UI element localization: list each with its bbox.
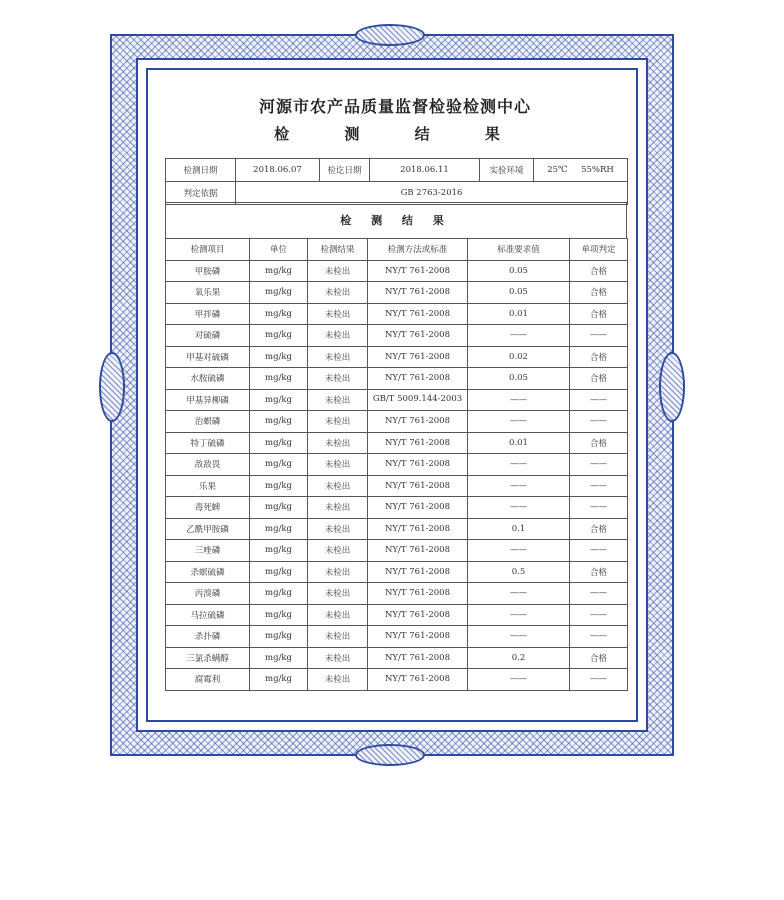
method-cell: NY/T 761-2008 bbox=[368, 497, 468, 519]
unit-cell: mg/kg bbox=[250, 368, 308, 390]
verdict-cell: —— bbox=[570, 540, 628, 562]
result-cell: 未检出 bbox=[308, 411, 368, 433]
method-cell: NY/T 761-2008 bbox=[368, 282, 468, 304]
method-cell: NY/T 761-2008 bbox=[368, 411, 468, 433]
result-cell: 未检出 bbox=[308, 518, 368, 540]
basis-label: 判定依据 bbox=[166, 182, 236, 205]
unit-cell: mg/kg bbox=[250, 282, 308, 304]
method-cell: NY/T 761-2008 bbox=[368, 303, 468, 325]
item-cell: 甲基异柳磷 bbox=[166, 389, 250, 411]
result-cell: 未检出 bbox=[308, 475, 368, 497]
test-date-value: 2018.06.07 bbox=[236, 159, 320, 182]
table-row bbox=[166, 346, 628, 368]
table-row bbox=[166, 282, 628, 304]
result-cell: 未检出 bbox=[308, 540, 368, 562]
results-header-row bbox=[166, 239, 628, 261]
result-cell: 未检出 bbox=[308, 346, 368, 368]
result-cell: 未检出 bbox=[308, 454, 368, 476]
unit-cell: mg/kg bbox=[250, 432, 308, 454]
limit-cell: —— bbox=[468, 540, 570, 562]
table-row bbox=[166, 389, 628, 411]
result-cell: 未检出 bbox=[308, 303, 368, 325]
limit-cell: —— bbox=[468, 626, 570, 648]
verdict-cell: 合格 bbox=[570, 647, 628, 669]
verdict-cell: —— bbox=[570, 669, 628, 691]
method-cell: NY/T 761-2008 bbox=[368, 432, 468, 454]
unit-cell: mg/kg bbox=[250, 604, 308, 626]
limit-cell: 0.01 bbox=[468, 303, 570, 325]
result-cell: 未检出 bbox=[308, 669, 368, 691]
item-cell: 治螟磷 bbox=[166, 411, 250, 433]
verdict-cell: 合格 bbox=[570, 303, 628, 325]
results-section-title: 检 测 结 果 bbox=[165, 202, 627, 238]
verdict-cell: 合格 bbox=[570, 561, 628, 583]
method-cell: NY/T 761-2008 bbox=[368, 540, 468, 562]
unit-cell: mg/kg bbox=[250, 346, 308, 368]
limit-cell: —— bbox=[468, 669, 570, 691]
method-cell: NY/T 761-2008 bbox=[368, 626, 468, 648]
unit-cell: mg/kg bbox=[250, 647, 308, 669]
method-cell: NY/T 761-2008 bbox=[368, 647, 468, 669]
environment-temperature: 25℃ bbox=[547, 165, 568, 175]
basis-value: GB 2763-2016 bbox=[236, 182, 628, 205]
table-row bbox=[166, 561, 628, 583]
report-date-label: 检讫日期 bbox=[320, 159, 370, 182]
verdict-cell: 合格 bbox=[570, 346, 628, 368]
method-cell: NY/T 761-2008 bbox=[368, 475, 468, 497]
method-cell: NY/T 761-2008 bbox=[368, 604, 468, 626]
verdict-cell: —— bbox=[570, 604, 628, 626]
method-cell: NY/T 761-2008 bbox=[368, 583, 468, 605]
item-cell: 乙酰甲胺磷 bbox=[166, 518, 250, 540]
document-subtitle: 检 测 结 果 bbox=[274, 125, 516, 143]
table-row bbox=[166, 368, 628, 390]
verdict-cell: —— bbox=[570, 325, 628, 347]
item-cell: 特丁硫磷 bbox=[166, 432, 250, 454]
verdict-cell: —— bbox=[570, 497, 628, 519]
verdict-cell: —— bbox=[570, 626, 628, 648]
document-title: 河源市农产品质量监督检验检测中心 bbox=[258, 97, 531, 116]
col-header-limit: 标准要求值 bbox=[468, 239, 570, 261]
result-cell: 未检出 bbox=[308, 325, 368, 347]
border-ornament-left bbox=[99, 352, 125, 422]
unit-cell: mg/kg bbox=[250, 518, 308, 540]
table-row bbox=[166, 518, 628, 540]
table-row bbox=[166, 540, 628, 562]
results-table bbox=[165, 238, 628, 691]
table-row bbox=[166, 303, 628, 325]
unit-cell: mg/kg bbox=[250, 475, 308, 497]
verdict-cell: —— bbox=[570, 389, 628, 411]
table-row bbox=[166, 432, 628, 454]
item-cell: 乐果 bbox=[166, 475, 250, 497]
border-ornament-bottom bbox=[355, 744, 425, 766]
verdict-cell: —— bbox=[570, 411, 628, 433]
result-cell: 未检出 bbox=[308, 647, 368, 669]
environment-value bbox=[534, 159, 628, 182]
item-cell: 敌敌畏 bbox=[166, 454, 250, 476]
item-cell: 氧乐果 bbox=[166, 282, 250, 304]
unit-cell: mg/kg bbox=[250, 260, 308, 282]
verdict-cell: —— bbox=[570, 454, 628, 476]
limit-cell: 0.05 bbox=[468, 282, 570, 304]
item-cell: 马拉硫磷 bbox=[166, 604, 250, 626]
col-header-verdict: 单项判定 bbox=[570, 239, 628, 261]
limit-cell: 0.1 bbox=[468, 518, 570, 540]
meta-row-dates bbox=[166, 159, 628, 182]
unit-cell: mg/kg bbox=[250, 583, 308, 605]
result-cell: 未检出 bbox=[308, 389, 368, 411]
result-cell: 未检出 bbox=[308, 604, 368, 626]
method-cell: NY/T 761-2008 bbox=[368, 669, 468, 691]
item-cell: 杀螟硫磷 bbox=[166, 561, 250, 583]
limit-cell: 0.5 bbox=[468, 561, 570, 583]
border-ornament-right bbox=[659, 352, 685, 422]
item-cell: 甲拌磷 bbox=[166, 303, 250, 325]
result-cell: 未检出 bbox=[308, 260, 368, 282]
item-cell: 三唑磷 bbox=[166, 540, 250, 562]
unit-cell: mg/kg bbox=[250, 540, 308, 562]
limit-cell: 0.02 bbox=[468, 346, 570, 368]
method-cell: NY/T 761-2008 bbox=[368, 368, 468, 390]
method-cell: NY/T 761-2008 bbox=[368, 325, 468, 347]
table-row bbox=[166, 669, 628, 691]
result-cell: 未检出 bbox=[308, 583, 368, 605]
result-cell: 未检出 bbox=[308, 368, 368, 390]
limit-cell: —— bbox=[468, 604, 570, 626]
table-row bbox=[166, 454, 628, 476]
method-cell: NY/T 761-2008 bbox=[368, 518, 468, 540]
item-cell: 杀扑磷 bbox=[166, 626, 250, 648]
result-cell: 未检出 bbox=[308, 497, 368, 519]
unit-cell: mg/kg bbox=[250, 497, 308, 519]
item-cell: 甲胺磷 bbox=[166, 260, 250, 282]
item-cell: 腐霉利 bbox=[166, 669, 250, 691]
item-cell: 甲基对硫磷 bbox=[166, 346, 250, 368]
document-header bbox=[150, 70, 640, 144]
unit-cell: mg/kg bbox=[250, 454, 308, 476]
col-header-result: 检测结果 bbox=[308, 239, 368, 261]
unit-cell: mg/kg bbox=[250, 303, 308, 325]
verdict-cell: 合格 bbox=[570, 260, 628, 282]
table-row bbox=[166, 647, 628, 669]
verdict-cell: —— bbox=[570, 583, 628, 605]
item-cell: 对硫磷 bbox=[166, 325, 250, 347]
table-row bbox=[166, 604, 628, 626]
verdict-cell: 合格 bbox=[570, 432, 628, 454]
col-header-method: 检测方法或标准 bbox=[368, 239, 468, 261]
environment-label: 实验环境 bbox=[480, 159, 534, 182]
test-date-label: 检测日期 bbox=[166, 159, 236, 182]
table-row bbox=[166, 411, 628, 433]
limit-cell: —— bbox=[468, 325, 570, 347]
limit-cell: 0.05 bbox=[468, 368, 570, 390]
meta-table bbox=[165, 158, 628, 205]
table-row bbox=[166, 497, 628, 519]
unit-cell: mg/kg bbox=[250, 626, 308, 648]
item-cell: 三氯杀螨醇 bbox=[166, 647, 250, 669]
limit-cell: —— bbox=[468, 411, 570, 433]
item-cell: 毒死蜱 bbox=[166, 497, 250, 519]
method-cell: NY/T 761-2008 bbox=[368, 454, 468, 476]
limit-cell: —— bbox=[468, 583, 570, 605]
limit-cell: 0.2 bbox=[468, 647, 570, 669]
report-date-value: 2018.06.11 bbox=[370, 159, 480, 182]
unit-cell: mg/kg bbox=[250, 389, 308, 411]
table-row bbox=[166, 583, 628, 605]
limit-cell: —— bbox=[468, 454, 570, 476]
unit-cell: mg/kg bbox=[250, 325, 308, 347]
limit-cell: 0.01 bbox=[468, 432, 570, 454]
limit-cell: —— bbox=[468, 389, 570, 411]
item-cell: 水胺硫磷 bbox=[166, 368, 250, 390]
col-header-item: 检测项目 bbox=[166, 239, 250, 261]
table-row bbox=[166, 260, 628, 282]
table-row bbox=[166, 325, 628, 347]
limit-cell: —— bbox=[468, 497, 570, 519]
limit-cell: —— bbox=[468, 475, 570, 497]
result-cell: 未检出 bbox=[308, 282, 368, 304]
col-header-unit: 单位 bbox=[250, 239, 308, 261]
border-ornament-top bbox=[355, 24, 425, 46]
table-row bbox=[166, 626, 628, 648]
table-row bbox=[166, 475, 628, 497]
verdict-cell: 合格 bbox=[570, 518, 628, 540]
unit-cell: mg/kg bbox=[250, 411, 308, 433]
method-cell: NY/T 761-2008 bbox=[368, 260, 468, 282]
result-cell: 未检出 bbox=[308, 561, 368, 583]
method-cell: GB/T 5009.144-2003 bbox=[368, 389, 468, 411]
result-cell: 未检出 bbox=[308, 432, 368, 454]
limit-cell: 0.05 bbox=[468, 260, 570, 282]
method-cell: NY/T 761-2008 bbox=[368, 346, 468, 368]
method-cell: NY/T 761-2008 bbox=[368, 561, 468, 583]
item-cell: 丙溴磷 bbox=[166, 583, 250, 605]
unit-cell: mg/kg bbox=[250, 669, 308, 691]
results-body bbox=[166, 260, 628, 690]
verdict-cell: 合格 bbox=[570, 368, 628, 390]
environment-humidity: 55%RH bbox=[581, 165, 614, 175]
verdict-cell: —— bbox=[570, 475, 628, 497]
result-cell: 未检出 bbox=[308, 626, 368, 648]
verdict-cell: 合格 bbox=[570, 282, 628, 304]
unit-cell: mg/kg bbox=[250, 561, 308, 583]
